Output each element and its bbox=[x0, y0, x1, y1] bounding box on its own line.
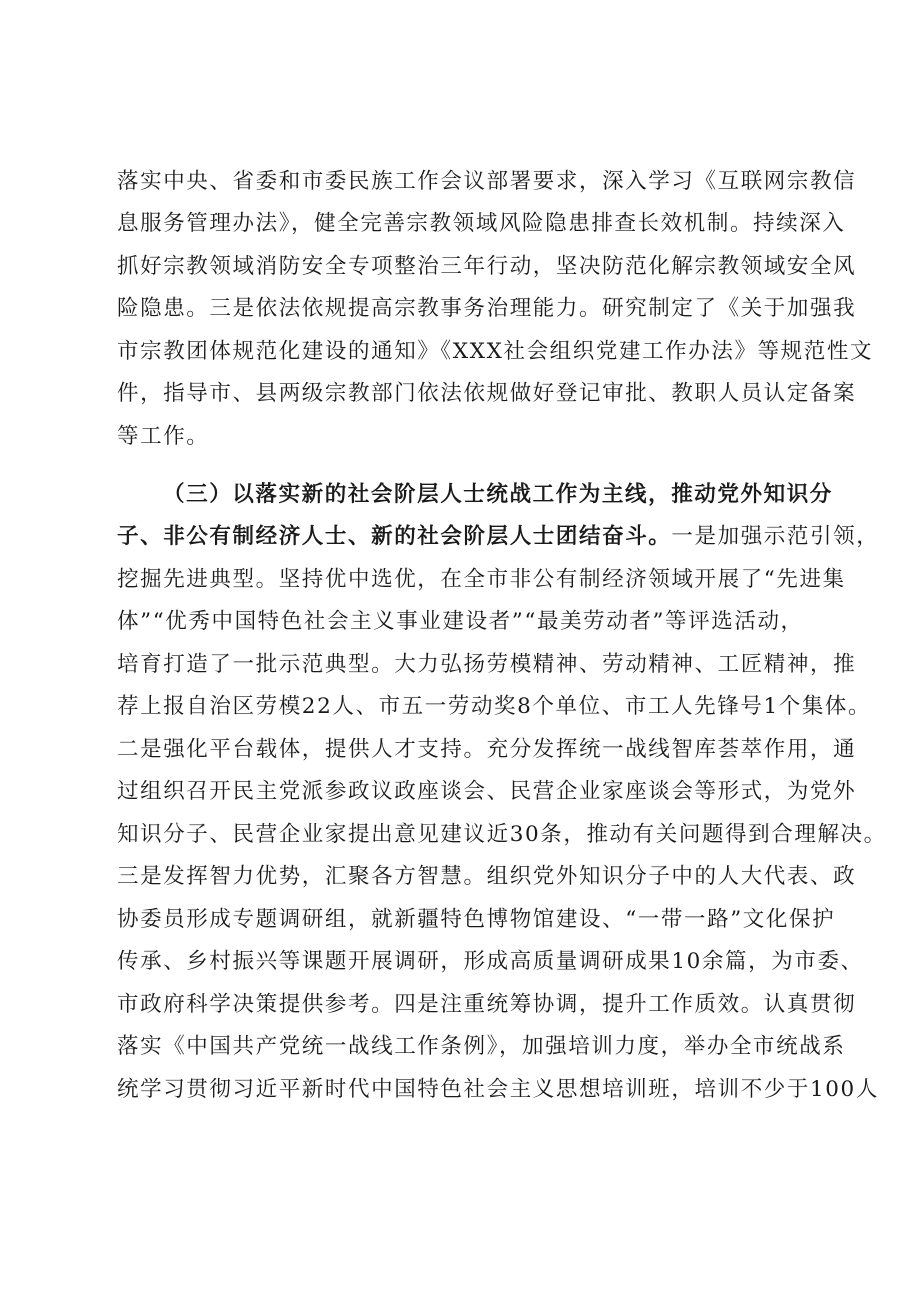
paragraph-line: 市宗教团体规范化建设的通知》《XXX社会组织党建工作办法》等规范性文 bbox=[117, 339, 874, 364]
section-heading-line bbox=[163, 480, 833, 510]
paragraph-line: 体”“优秀中国特色社会主义事业建设者”“最美劳动者”等评选活动， bbox=[117, 609, 804, 634]
paragraph-line: 落实《中国共产党统一战线工作条例》，加强培训力度，举办全市统战系 bbox=[117, 1034, 846, 1059]
paragraph-line: 件，指导市、县两级宗教部门依法依规做好登记审批、教职人员认定备案 bbox=[117, 381, 857, 406]
paragraph-line: 传承、乡村振兴等课题开展调研，形成高质量调研成果10余篇，为市委、 bbox=[117, 949, 864, 974]
section-body-text: 一是加强示范引领， bbox=[671, 524, 880, 549]
section-heading-text: （三）以落实新的社会阶层人士统战工作为主线，推动党外知识分 bbox=[163, 482, 833, 507]
paragraph-line: 抓好宗教领域消防安全专项整治三年行动，坚决防范化解宗教领域安全风 bbox=[117, 254, 857, 279]
paragraph-line: 统学习贯彻习近平新时代中国特色社会主义思想培训班，培训不少于100人 bbox=[117, 1077, 879, 1102]
paragraph-line: 过组织召开民主党派参政议政座谈会、民营企业家座谈会等形式，为党外 bbox=[117, 779, 857, 804]
section-heading-line bbox=[117, 522, 879, 552]
paragraph-line: 知识分子、民营企业家提出意见建议近30条，推动有关问题得到合理解决。 bbox=[117, 822, 887, 847]
section-heading-text: 子、非公有制经济人士、新的社会阶层人士团结奋斗。 bbox=[117, 524, 672, 549]
paragraph-line: 协委员形成专题调研组，就新疆特色博物馆建设、“一带一路”文化保护 bbox=[117, 907, 836, 932]
paragraph-line: 培育打造了一批示范典型。大力弘扬劳模精神、劳动精神、工匠精神，推 bbox=[117, 652, 857, 677]
paragraph-line: 息服务管理办法》，健全完善宗教领域风险隐患排查长效机制。持续深入 bbox=[117, 211, 846, 236]
paragraph-line: 挖掘先进典型。坚持优中选优，在全市非公有制经济领域开展了“先进集 bbox=[117, 567, 846, 592]
paragraph-line: 二是强化平台载体，提供人才支持。充分发挥统一战线智库荟萃作用，通 bbox=[117, 737, 857, 762]
paragraph-line: 荐上报自治区劳模22人、市五一劳动奖8个单位、市工人先锋号1个集体。 bbox=[117, 694, 872, 719]
paragraph-line: 险隐患。三是依法依规提高宗教事务治理能力。研究制定了《关于加强我 bbox=[117, 296, 857, 321]
paragraph-line: 市政府科学决策提供参考。四是注重统筹协调，提升工作质效。认真贯彻 bbox=[117, 992, 857, 1017]
paragraph-line: 等工作。 bbox=[117, 424, 210, 449]
paragraph-line: 三是发挥智力优势，汇聚各方智慧。组织党外知识分子中的人大代表、政 bbox=[117, 864, 857, 889]
paragraph-line: 落实中央、省委和市委民族工作会议部署要求，深入学习《互联网宗教信 bbox=[117, 169, 857, 194]
